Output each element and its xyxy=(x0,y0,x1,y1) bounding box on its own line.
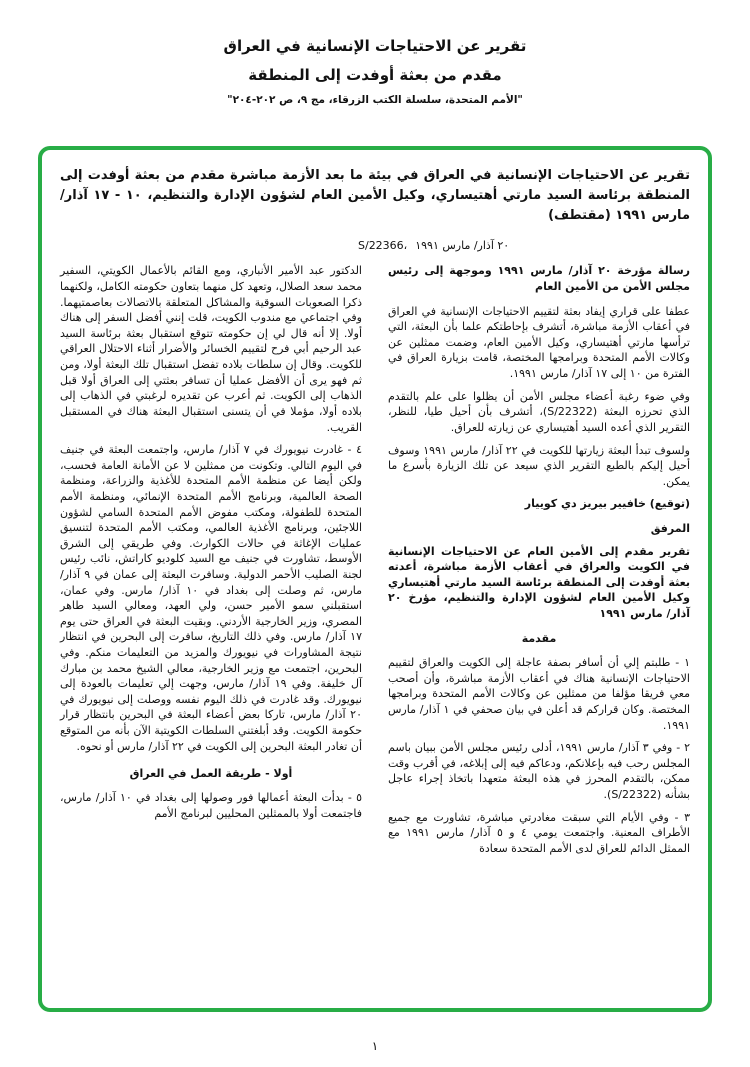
numbered-paragraph-1: ١ - طلبتم إلي أن أسافر بصفة عاجلة إلى الكويت والعراق لتقييم الاحتياجات الإنسانية هناك في أعقاب الأزمة مباشرة، وأن أصحب معي فريقا مؤلفا من ممثلين عن وكالات الأمم المتحدة وبرامجها المختصة. وكان قراركم قد أعلن في بيان صحفي في ١ آذار/ مارس ١٩٩١. xyxy=(388,656,691,732)
continued-paragraph: الدكتور عبد الأمير الأنباري، ومع القائم بالأعمال الكويتي، السفير محمد سعد الصلال، وتعهد كل منهما بتعاون حكومته الكامل، ولكنهما ذكرا الصعوبات السوقية والمشاكل المتعلقة بالاتصالات بعاصمتيهما. وفي اجتماعي مع مندوب الكويت، قلت إنني أفضل السفر إلى هناك أولا. إلا أنه قال لي إن حكومته تتوقع استقبال بعثة برئاسة السيد عبد الرحيم أبي فرح لتقييم الخسائر والأضرار أثناء الاحتلال العراقي للكويت. وقال إن سلطات بلاده تفضل استقبال تلك البعثة أولا، ومن ثم فهو يرى أن الأفضل عمليا أن تسافر بعثتي إلى العراق أولا قبل الذهاب إلى الكويت. ثم أعرب عن تقديره لرغبتي في الذهاب إلى بلاده أولا، مؤملا في أن يتسنى استقبال البعثة هناك في المستقبل القريب. xyxy=(60,264,362,434)
numbered-paragraph-3: ٣ - وفي الأيام التي سبقت مغادرتي مباشرة، تشاورت مع جميع الأطراف المعنية. واجتمعت يومي ٤ و ٥ آذار/ مارس ١٩٩١ مع الممثل الدائم للعراق لدى الأمم المتحدة سعادة xyxy=(388,810,690,855)
letter-paragraph-3: ولسوف تبدأ البعثة زيارتها للكويت في ٢٢ آذار/ مارس ١٩٩١ وسوف أحيل إليكم بالطبع التقرير الذي سيعد عن تلك الزيارة بأسرع ما يمكن. xyxy=(388,443,690,488)
document-symbol: S/22366، xyxy=(358,239,408,253)
two-column-body xyxy=(60,263,690,863)
document-reference-line xyxy=(60,239,690,252)
document-date: ٢٠ آذار/ مارس ١٩٩١ xyxy=(415,239,510,253)
report-title: تقرير عن الاحتياجات الإنسانية في العراق في بيئة ما بعد الأزمة مباشرة مقدم من بعثة أوفدت إلى المنطقة برئاسة السيد مارتي أهتيساري، وكيل الأمين العام لشؤون الإدارة والتنظيم، ١٠ - ١٧ آذار/ مارس ١٩٩١ (مقتطف) xyxy=(60,168,691,224)
page-number: ١ xyxy=(371,1039,379,1053)
annex-title: تقرير مقدم إلى الأمين العام عن الاحتياجات الإنسانية في الكويت والعراق في أعقاب الأزمة مباشرة، أعدته بعثة أوفدت إلى المنطقة برئاسة السيد مارتي أهتيساري وكيل الأمين العام لشؤون الإدارة والتنظيم، مؤرخ ٢٠ آذار/ مارس ١٩٩١ xyxy=(388,544,690,620)
annex-heading: المرفق xyxy=(650,521,690,535)
letter-paragraph-2: وفي ضوء رغبة أعضاء مجلس الأمن أن يظلوا على علم بالتقدم الذي تحرزه البعثة (S/22322)، أتشرف بأن أحيل طيا، للنظر، التقرير الذي أعده السيد أهتيساري عن زيارته للعراق. xyxy=(388,389,690,434)
column-right xyxy=(388,263,690,863)
page-footer xyxy=(0,1039,750,1053)
letter-paragraph-1: عطفا على قراري إيفاد بعثة لتقييم الاحتياجات الإنسانية في العراق في أعقاب الأزمة مباشرة، أتشرف بإحاطتكم علما بأن البعثة، التي ترأسها مارتي أهتيساري، وكيل الأمين العام، وضمت ممثلين عن وكالات الأمم المتحدة وبرامجها المختصة، قامت بزيارة العراق في الفترة من ١٠ إلى ١٧ آذار/ مارس ١٩٩١. xyxy=(388,304,690,381)
numbered-paragraph-5: ٥ - بدأت البعثة أعمالها فور وصولها إلى بغداد في ١٠ آذار/ مارس، فاجتمعت أولا بالممثلين المحليين لبرنامج الأمم xyxy=(60,790,363,820)
column-left xyxy=(60,263,362,863)
header-title-line1: تقرير عن الاحتياجات الإنسانية في العراق xyxy=(223,37,527,55)
letter-heading: رسالة مؤرخة ٢٠ آذار/ مارس ١٩٩١ وموجهة إلى رئيس مجلس الأمن من الأمين العام xyxy=(388,264,690,294)
header-title-line2: مقدم من بعثة أوفدت إلى المنطقة xyxy=(248,65,502,84)
intro-heading: مقدمة xyxy=(521,631,557,645)
signature-line: (توقيع) خافيير بيريز دي كوييار xyxy=(524,497,690,511)
section-heading-first: أولا - طريقة العمل في العراق xyxy=(129,767,293,781)
page-header xyxy=(0,0,750,106)
report-green-box xyxy=(38,146,712,1012)
numbered-paragraph-2: ٢ - وفي ٣ آذار/ مارس ١٩٩١، أدلى رئيس مجلس الأمن ببيان باسم المجلس رحب فيه بإعلانكم، ودعاكم فيه إلى إبلاغه، في أقرب وقت ممكن، بالتقدم المحرز في هذه البعثة متعهدا باتخاذ إجراء عاجل بشأنه (S/22322). xyxy=(388,741,690,802)
header-source-line: "الأمم المتحدة، سلسلة الكتب الزرقاء، مج ٩، ص ٢٠٢-٢٠٤" xyxy=(227,94,523,106)
numbered-paragraph-4: ٤ - غادرت نيويورك في ٧ آذار/ مارس، واجتمعت البعثة في جنيف في اليوم التالي. وتكونت من ممثلين لا عن الأمانة العامة فحسب، ولكن أيضا عن منظمة الأمم المتحدة للأغذية والزراعة، ومنظمة الصحة العالمية، وبرنامج الأمم المتحدة الإنمائي، ومنظمة الأمم المتحدة للطفولة، ومكتب مفوض الأمم المتحدة السامي لشؤون اللاجئين، وبرنامج الأغذية العالمي، ومكتب الأمم المتحدة لتنسيق عمليات الإغاثة في حالات الكوارث. وفي طريقي إلى الشرق الأوسط، تشاورت في جنيف مع السيد كلوديو كاراتش، نائب رئيس لجنة الصليب الأحمر الدولية. وسافرت البعثة إلى عمان في ٩ آذار/ مارس، ثم وصلت إلى بغداد في ١٠ آذار/ مارس. وفي عمان، استقبلني سمو الأمير حسن، ولي العهد، ومعالي السيد طاهر المصري، وزير الخارجية الأردني. وبقيت البعثة في العراق حتى يوم ١٧ آذار/ مارس. وفي ذلك التاريخ، سافرت إلى البحرين في انتظار نتيجة المشاورات في نيويورك والمزيد من التعليمات منكم. وفي البحرين، اجتمعت مع وزير الخارجية، معالي الشيخ محمد بن مبارك آل خليفة. وفي ١٩ آذار/ مارس، وجهت إلي تعليمات بالعودة إلى نيويورك. وقد غادرت في ذلك اليوم نفسه ووصلت إلى نيويورك في ٢٠ آذار/ مارس، تاركا بعض أعضاء البعثة في البحرين بانتظار قرار حكومة الكويت. وقد أبلغتني السلطات الكويتية الآن بأنه من المتوقع أن تغادر البعثة البحرين إلى الكويت في ٢٢ آذار/ مارس أو نحوه. xyxy=(60,443,363,753)
